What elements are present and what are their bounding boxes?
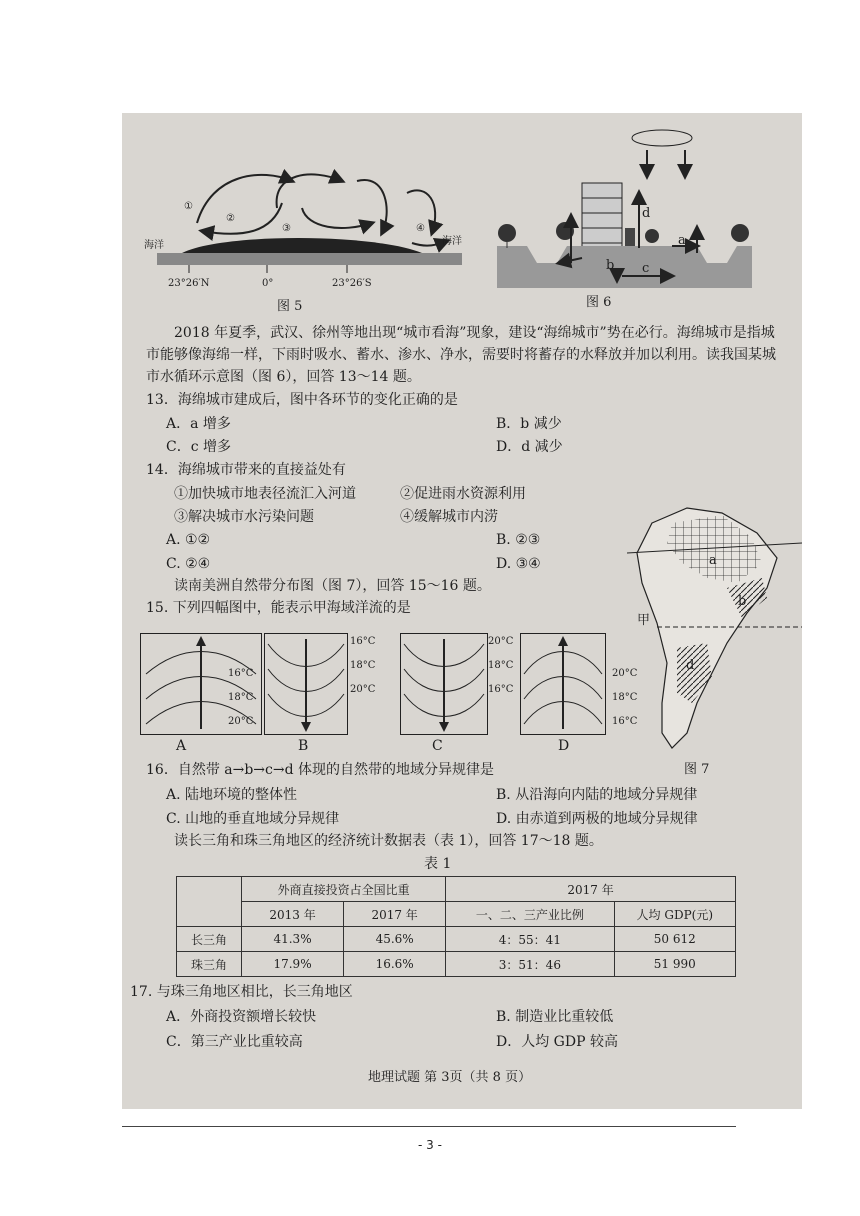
fig5-mark-2: ② (226, 213, 235, 224)
table-cell-ratio: 3：51：46 (446, 952, 614, 977)
fig5-mark-3: ③ (282, 223, 291, 234)
fig7-label-a: a (709, 553, 717, 568)
fig7-label-jia: 甲 (637, 613, 651, 628)
table-header-fdi-2017: 2017 年 (344, 902, 446, 927)
panel-c-isotherms (401, 634, 487, 734)
q17-stem: 17. 与珠三角地区相比，长三角地区 (130, 984, 353, 1000)
table-header-fdi-2013: 2013 年 (242, 902, 344, 927)
q16-option-b: B. 从沿海向内陆的地域分异规律 (496, 787, 698, 803)
fig5-caption: 图 5 (277, 299, 303, 314)
q16-option-c: C. 山地的垂直地域分异规律 (166, 811, 340, 827)
q15-c-temp-3: 16°C (488, 684, 514, 695)
intro-17-18: 读长三角和珠三角地区的经济统计数据表（表 1），回答 17～18 题。 (174, 833, 603, 849)
q16-option-a: A. 陆地环境的整体性 (166, 787, 298, 803)
q16-stem: 16．自然带 a→b→c→d 体现的自然带的地域分异规律是 (146, 762, 495, 778)
table-header-row-1 (177, 877, 736, 902)
table-cell-region: 长三角 (177, 927, 242, 952)
table-cell-fdi-2013: 41.3% (242, 927, 344, 952)
fig7-label-d: d (686, 658, 695, 673)
q15-a-temp-2: 18°C (228, 692, 254, 703)
fig5-lat-north: 23°26′N (168, 278, 210, 289)
fig5-lat-equator: 0° (262, 278, 274, 289)
fig5-left-ocean-label: 海洋 (144, 240, 164, 251)
q17-option-a: A．外商投资额增长较快 (166, 1009, 317, 1025)
table-cell-fdi-2017: 16.6% (344, 952, 446, 977)
fig6-label-d: d (642, 206, 651, 221)
q15-panel-d[interactable] (520, 633, 606, 735)
q16-option-d: D. 由赤道到两极的地域分异规律 (496, 811, 698, 827)
figure-7-south-america-map (627, 503, 802, 758)
q14-item-1: ①加快城市地表径流汇入河道 (174, 486, 356, 502)
table-header-fdi: 外商直接投资占全国比重 (242, 877, 446, 902)
fig6-label-c: c (642, 261, 650, 276)
fig5-mark-4: ④ (416, 223, 425, 234)
q15-b-temp-2: 18°C (350, 660, 376, 671)
q15-a-temp-3: 20°C (228, 716, 254, 727)
q14-option-a: A. ①② (166, 532, 211, 548)
exam-page-footer: 地理试题 第 3页（共 8 页） (368, 1070, 532, 1085)
table-cell-fdi-2013: 17.9% (242, 952, 344, 977)
fig5-lat-south: 23°26′S (332, 278, 372, 289)
q15-d-temp-3: 16°C (612, 716, 638, 727)
q15-panel-b[interactable] (264, 633, 348, 735)
q15-c-temp-2: 18°C (488, 660, 514, 671)
q13-option-a: A．a 增多 (166, 416, 231, 432)
panel-d-isotherms (521, 634, 605, 734)
q15-d-temp-2: 18°C (612, 692, 638, 703)
q15-stem: 15. 下列四幅图中，能表示甲海域洋流的是 (146, 600, 411, 616)
table-header-2017: 2017 年 (446, 877, 736, 902)
intro-15-16: 读南美洲自然带分布图（图 7），回答 15～16 题。 (174, 578, 491, 594)
q15-c-letter: C (432, 738, 443, 754)
q14-option-d: D. ③④ (496, 556, 541, 572)
q14-option-c: C. ②④ (166, 556, 211, 572)
fig5-right-ocean-label: 海洋 (442, 236, 462, 247)
table-cell-gdp: 51 990 (614, 952, 735, 977)
intro-passage-13-14: 2018 年夏季，武汉、徐州等地出现“城市看海”现象，建设“海绵城市”势在必行。海绵城市是指城市能够像海绵一样，下雨时吸水、蓄水、渗水、净水，需要时将蓄存的水释放并加以利用。读我国某城市水循环示意图（图 6），回答 13～14 题。 (146, 325, 776, 385)
q15-b-letter: B (298, 738, 309, 754)
q17-option-d: D．人均 GDP 较高 (496, 1034, 618, 1050)
q13-option-d: D．d 减少 (496, 439, 563, 455)
q13-stem: 13．海绵城市建成后，图中各环节的变化正确的是 (146, 392, 458, 408)
fig6-label-a: a (678, 233, 686, 248)
q15-a-temp-1: 16°C (228, 668, 254, 679)
panel-b-isotherms (265, 634, 347, 734)
fig7-label-b: b (738, 594, 747, 609)
q14-option-b: B. ②③ (496, 532, 541, 548)
q14-item-2: ②促进雨水资源利用 (400, 486, 526, 502)
table-row (177, 952, 736, 977)
fig6-label-b: b (606, 258, 615, 273)
table-cell-ratio: 4：55：41 (446, 927, 614, 952)
q17-option-c: C．第三产业比重较高 (166, 1034, 303, 1050)
q15-panel-c[interactable] (400, 633, 488, 735)
table1-title: 表 1 (424, 856, 452, 872)
scanned-page (122, 113, 802, 1109)
q15-d-letter: D (558, 738, 570, 754)
q15-a-letter: A (176, 738, 187, 754)
table-cell-gdp: 50 612 (614, 927, 735, 952)
fig7-caption: 图 7 (684, 762, 710, 777)
q15-c-temp-1: 20°C (488, 636, 514, 647)
q14-item-4: ④缓解城市内涝 (400, 509, 498, 525)
q14-stem: 14．海绵城市带来的直接益处有 (146, 462, 346, 478)
table-header-ratio: 一、二、三产业比例 (446, 902, 614, 927)
q17-option-b: B. 制造业比重较低 (496, 1009, 614, 1025)
q15-b-temp-1: 16°C (350, 636, 376, 647)
fig6-caption: 图 6 (586, 295, 612, 310)
page-number: - 3 - (418, 1138, 442, 1152)
figure-6-diagram (497, 128, 752, 288)
q15-d-temp-1: 20°C (612, 668, 638, 679)
table-cell-fdi-2017: 45.6% (344, 927, 446, 952)
footer-divider (122, 1126, 736, 1127)
table-header-row-2 (177, 902, 736, 927)
q13-option-b: B．b 减少 (496, 416, 562, 432)
fig5-mark-1: ① (184, 201, 193, 212)
table-row (177, 927, 736, 952)
q13-option-c: C．c 增多 (166, 439, 232, 455)
q14-item-3: ③解决城市水污染问题 (174, 509, 314, 525)
table-1 (176, 876, 736, 977)
table-cell-region: 珠三角 (177, 952, 242, 977)
table-header-gdp: 人均 GDP(元) (614, 902, 735, 927)
table-corner-cell (177, 877, 242, 927)
q15-b-temp-3: 20°C (350, 684, 376, 695)
